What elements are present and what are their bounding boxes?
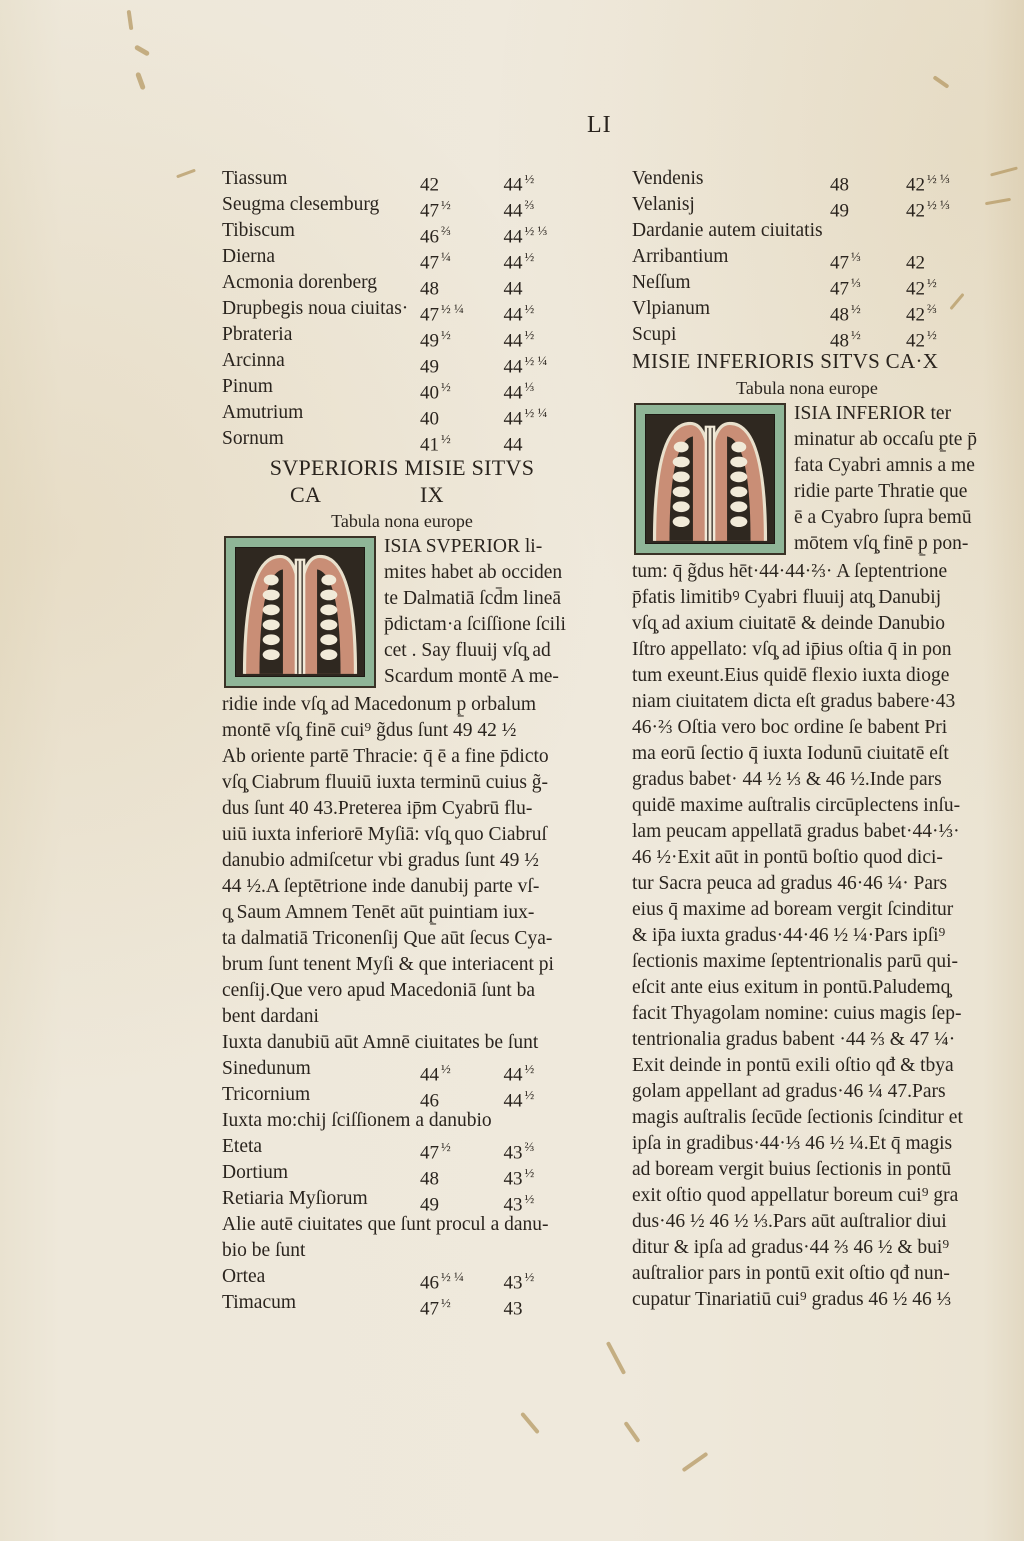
drop-cap-initial bbox=[634, 403, 786, 555]
text-line: cet . Say fluuij vſq̧ ad bbox=[384, 640, 551, 661]
table-row: Sornum 41 $^{\frac{1}{2}}$ 44 bbox=[222, 428, 523, 456]
text-line: mōtem vſq̧ finē p̱ pon- bbox=[794, 533, 969, 554]
wormhole-stain bbox=[682, 1452, 709, 1472]
text-line: vſq̧ Ciabrum fluuiū iuxta terminū cuius g̃- bbox=[222, 772, 549, 793]
right-column bbox=[632, 166, 982, 1313]
text-line: eſcit ante eius exitum in pontū.Paludemq̧ bbox=[632, 977, 951, 998]
wormhole-stain bbox=[932, 75, 949, 89]
text-line: cupatur Tinariatiū cui⁹ gradus 46 ½ 46 ⅓ bbox=[632, 1289, 952, 1310]
text-line: Alie autē ciuitates que ſunt procul a danu- bbox=[222, 1214, 549, 1235]
text-line: ſectionis maxime ſeptentrionalis parū qui- bbox=[632, 951, 958, 972]
text-line: te Dalmatiā ſcd̄m lineā bbox=[384, 588, 562, 609]
coordinate-table-danube bbox=[222, 1056, 582, 1112]
table-row: Sinedunum 44 $^{\frac{1}{2}}$ 44 $^{\frac{1}{2}}$ bbox=[222, 1058, 535, 1086]
text-line: bio be ſunt bbox=[222, 1240, 306, 1261]
coordinate-table-inland bbox=[222, 1264, 582, 1320]
text-line: & ip̄a iuxta gradus·44·46 ½ ¼·Pars ipſi⁹ bbox=[632, 925, 946, 946]
table-row: Vlpianum 48 $^{\frac{1}{2}}$ 42 $^{\frac{2}{3}}$ bbox=[632, 298, 937, 326]
table-row: Pbrateria 49 $^{\frac{1}{2}}$ 44 $^{\frac{1}{2}}$ bbox=[222, 324, 535, 352]
text-line: dus·46 ½ 46 ½ ⅓.Pars aūt auſtralior diui bbox=[632, 1211, 947, 1232]
text-line: golam appellant ad gradus·46 ¼ 47.Pars bbox=[632, 1081, 946, 1102]
text-line: ta dalmatiā Triconenſij Que aūt ſecus Cya- bbox=[222, 928, 553, 949]
chapter-prose bbox=[222, 692, 582, 1056]
chapter-heading bbox=[222, 481, 582, 508]
table-row: Vendenis 48 42 $^{\frac{1}{2} \frac{1}{3}}$ bbox=[632, 168, 950, 196]
text-line: 46 ½·Exit aūt in pontū boſtio quod dici- bbox=[632, 847, 943, 868]
text-line: ridie inde vſq̧ ad Macedonum p̱ orbalum bbox=[222, 694, 537, 715]
text-line: exit oſtio quod appellatur boreum cui⁹ gra bbox=[632, 1185, 959, 1206]
table-row: Ortea 46 $^{\frac{1}{2} \frac{1}{4}}$ 43 $^{\frac{1}{2}}$ bbox=[222, 1266, 535, 1294]
chapter-label: CA bbox=[290, 482, 322, 507]
text-line: brum ſunt tenent Myſi & que interiacent pi bbox=[222, 954, 554, 975]
wormhole-stain bbox=[985, 198, 1011, 205]
chapter-body bbox=[222, 534, 582, 1320]
text-line: Ab oriente partē Thracie: q̄ ē a fine p̄dicto bbox=[222, 746, 549, 767]
text-line: Iuxta danubiū aūt Amnē ciuitates be ſunt bbox=[222, 1032, 539, 1053]
table-row: Tibiscum 46 $^{\frac{2}{3}}$ 44 $^{\frac{1}{2} \frac{1}{3}}$ bbox=[222, 220, 548, 248]
wormhole-stain bbox=[176, 169, 196, 179]
table-row: Seugma clesemburg 47 $^{\frac{1}{2}}$ 44 $^{\frac{2}{3}}$ bbox=[222, 194, 535, 222]
text-line: auſtralior pars in pontū exit oſtio qđ nun- bbox=[632, 1263, 950, 1284]
text-line: tum: q̄ g̃dus hēt·44·44·⅔· A ſeptentrione bbox=[632, 561, 948, 582]
wormhole-stain bbox=[606, 1341, 626, 1375]
table-row: Drupbegis noua ciuitas· 47 $^{\frac{1}{2} \frac{1}{4}}$ 44 $^{\frac{1}{2}}$ bbox=[222, 298, 535, 326]
tabula-caption: Tabula nona europe bbox=[331, 511, 473, 531]
table-row: Neſſum 47 $^{\frac{1}{3}}$ 42 $^{\frac{1}{2}}$ bbox=[632, 272, 937, 300]
chapter-prose bbox=[632, 559, 982, 1313]
wormhole-stain bbox=[990, 166, 1018, 176]
text-line: fata Cyabri amnis a me bbox=[794, 455, 975, 476]
drop-cap-initial bbox=[224, 536, 376, 688]
text-line: Iuxta mo:chij ſciſſionem a danubio bbox=[222, 1110, 492, 1131]
section-heading: SVPERIORIS MISIE SITVS bbox=[269, 455, 535, 480]
text-line: 46·⅔ Oſtia vero boc ordine ſe babent Pri bbox=[632, 717, 948, 738]
text-line: ma eorū ſectio q̄ iuxta Iodunū ciuitatē eſt bbox=[632, 743, 949, 764]
table-row: Tiassum 42 44 $^{\frac{1}{2}}$ bbox=[222, 168, 535, 196]
text-line: ē a Cyabro ſupra bemū bbox=[794, 507, 972, 528]
text-line: tentrionalia gradus babent ·44 ⅔ & 47 ¼· bbox=[632, 1029, 956, 1050]
text-line: Iſtro appellato: vſq̧ ad ip̄ius oſtia q̄ in pon bbox=[632, 639, 952, 660]
wormhole-stain bbox=[520, 1412, 540, 1434]
text-line: minatur ab occaſu p̱te p̄ bbox=[794, 429, 978, 450]
text-line: q̧ Saum Amnem Tenēt aūt p̱uintiam iux- bbox=[222, 902, 535, 923]
tabula-caption: Tabula nona europe bbox=[736, 378, 878, 398]
text-line: danubio admiſcetur vbi gradus ſunt 49 ½ bbox=[222, 850, 539, 871]
coordinate-table-dardania bbox=[632, 244, 982, 352]
foliate-m-icon bbox=[645, 414, 775, 544]
text-line: mites habet ab occiden bbox=[384, 562, 563, 583]
table-row: Retiaria Myſiorum 49 43 $^{\frac{1}{2}}$ bbox=[222, 1188, 535, 1216]
text-line: eius q̄ maxime ad boream vergit ſcinditur bbox=[632, 899, 954, 920]
text-line: Dardanie autem ciuitatis bbox=[632, 220, 823, 241]
coordinate-table-upper bbox=[222, 166, 582, 456]
table-row: Eteta 47 $^{\frac{1}{2}}$ 43 $^{\frac{2}{3}}$ bbox=[222, 1136, 535, 1164]
wormhole-stain bbox=[127, 10, 134, 30]
table-row: Velanisj 49 42 $^{\frac{1}{2} \frac{1}{3}}$ bbox=[632, 194, 950, 222]
text-line: lam peucam appellatā gradus babet·44·⅓· bbox=[632, 821, 960, 842]
text-line: 44 ½.A ſeptētrione inde danubij parte vſ- bbox=[222, 876, 540, 897]
table-row: Tricornium 46 44 $^{\frac{1}{2}}$ bbox=[222, 1084, 535, 1112]
wormhole-stain bbox=[623, 1421, 640, 1443]
text-line: ISIA SVPERIOR li- bbox=[384, 536, 543, 557]
folio-number: LI bbox=[587, 112, 612, 138]
table-row: Acmonia dorenberg 48 44 bbox=[222, 272, 523, 300]
text-line: ad boream vergit buius ſectionis in pontū bbox=[632, 1159, 952, 1180]
text-line: montē vſq̧ finē cui⁹ g̃dus ſunt 49 42 ½ bbox=[222, 720, 517, 741]
foliate-m-icon bbox=[235, 547, 365, 677]
table-row: Arcinna 49 44 $^{\frac{1}{2} \frac{1}{4}}$ bbox=[222, 350, 548, 378]
table-row: Amutrium 40 44 $^{\frac{1}{2} \frac{1}{4}}$ bbox=[222, 402, 548, 430]
text-line: ISIA INFERIOR ter bbox=[794, 403, 952, 424]
text-line: vſq̧ ad axium ciuitatē & deinde Danubio bbox=[632, 613, 945, 634]
table-row: Arribantium 47 $^{\frac{1}{3}}$ 42 bbox=[632, 246, 925, 274]
text-line: magis auſtralis ſecūde ſectionis ſcinditur et bbox=[632, 1107, 963, 1128]
table-row: Timacum 47 $^{\frac{1}{2}}$ 43 bbox=[222, 1292, 523, 1320]
left-column bbox=[222, 166, 582, 1320]
table-row: Dierna 47 $^{\frac{1}{4}}$ 44 $^{\frac{1}{2}}$ bbox=[222, 246, 535, 274]
text-line: ditur & ipſa ad gradus·44 ⅔ 46 ½ & bui⁹ bbox=[632, 1237, 950, 1258]
table-row: Dortium 48 43 $^{\frac{1}{2}}$ bbox=[222, 1162, 535, 1190]
text-line: ridie parte Thratie que bbox=[794, 481, 968, 502]
text-line: gradus babet· 44 ½ ⅓ & 46 ½.Inde pars bbox=[632, 769, 942, 790]
text-line: bent dardani bbox=[222, 1006, 319, 1027]
text-line: ipſa in gradibus·44·⅓ 46 ½ ¼.Et q̄ magis bbox=[632, 1133, 953, 1154]
text-line: p̄dictam·a ſciſſione ſcili bbox=[384, 614, 566, 635]
chapter-number: IX bbox=[420, 482, 444, 507]
text-line: tur Sacra peuca ad gradus 46·46 ¼· Pars bbox=[632, 873, 948, 894]
text-line: Exit deinde in pontū exili oſtio qđ & tbya bbox=[632, 1055, 954, 1076]
text-line: cenſij.Que vero apud Macedoniā ſunt ba bbox=[222, 980, 535, 1001]
text-line: uiū iuxta inferiorē Myſiā: vſq̧ quo Ciabruſ bbox=[222, 824, 547, 845]
text-line: dus ſunt 40 43.Preterea ip̄m Cyabrū flu- bbox=[222, 798, 533, 819]
text-line: Scardum montē A me- bbox=[384, 666, 559, 687]
wormhole-stain bbox=[134, 44, 150, 56]
wormhole-stain bbox=[135, 72, 146, 91]
text-line: tum exeunt.Eius quidē flexio iuxta dioge bbox=[632, 665, 950, 686]
text-line: quidē maxime auſtralis circūplectens inſu- bbox=[632, 795, 961, 816]
coordinate-table-moschi bbox=[222, 1134, 582, 1216]
text-line: facit Thyagolam nomine: cuius magis ſep- bbox=[632, 1003, 962, 1024]
section-heading: MISIE INFERIORIS SITVS CA·X bbox=[632, 349, 939, 373]
chapter-body bbox=[632, 401, 982, 1313]
text-line: niam ciuitatem dicta eſt gradus babere·43 bbox=[632, 691, 956, 712]
text-line: p̄fatis limitibꝰ Cyabri fluuij atq̧ Danubij bbox=[632, 587, 942, 608]
coordinate-table-moesia-upper-end bbox=[632, 166, 982, 222]
table-row: Scupi 48 $^{\frac{1}{2}}$ 42 $^{\frac{1}{2}}$ bbox=[632, 324, 937, 352]
table-row: Pinum 40 $^{\frac{1}{2}}$ 44 $^{\frac{1}{3}}$ bbox=[222, 376, 535, 404]
